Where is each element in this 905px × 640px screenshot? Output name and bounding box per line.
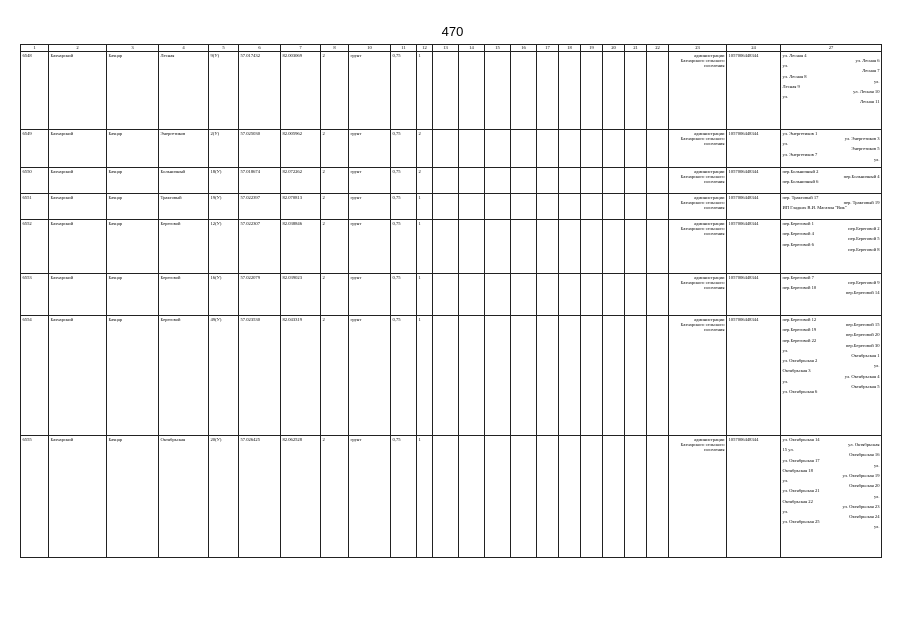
- empty-cell: [537, 52, 559, 130]
- empty-cell: [647, 436, 669, 558]
- ogrn-number: 1057006448344: [727, 436, 781, 558]
- column-number: 4: [159, 45, 209, 52]
- surface-type: грунт: [349, 274, 391, 316]
- longitude: 82.070813: [281, 194, 321, 220]
- empty-cell: [433, 436, 459, 558]
- empty-cell: [625, 52, 647, 130]
- empty-cell: [537, 274, 559, 316]
- address-line: ул.: [782, 378, 789, 384]
- address-line: Лесная 7: [862, 68, 880, 74]
- empty-cell: [647, 316, 669, 436]
- empty-cell: [625, 168, 647, 194]
- empty-cell: [647, 130, 669, 168]
- latitude: 57.017432: [239, 52, 281, 130]
- empty-cell: [559, 220, 581, 274]
- latitude: 57.022307: [239, 220, 281, 274]
- empty-cell: [511, 168, 537, 194]
- column-number: 27: [781, 45, 882, 52]
- container-quantity: 1: [417, 220, 433, 274]
- longitude: 82.072262: [281, 168, 321, 194]
- empty-cell: [511, 316, 537, 436]
- empty-cell: [485, 436, 511, 558]
- empty-cell: [485, 168, 511, 194]
- owner-name: администрации Бахчарского сельского поселения: [669, 274, 727, 316]
- address-line: ул.: [873, 493, 880, 499]
- ogrn-number: 1057006448344: [727, 316, 781, 436]
- empty-cell: [459, 316, 485, 436]
- table-row: [21, 316, 882, 436]
- locality-name: Бачцар: [107, 436, 159, 558]
- table-row: [21, 274, 882, 316]
- container-volume: 0,75: [391, 436, 417, 558]
- address-line: ул.: [782, 508, 789, 514]
- empty-cell: [625, 316, 647, 436]
- record-id: 6552: [21, 220, 49, 274]
- owner-name: администрации Бахчарского сельского поселения: [669, 130, 727, 168]
- empty-cell: [485, 52, 511, 130]
- column-number: 15: [485, 45, 511, 52]
- address-line: ул. Октябрьская 14: [782, 437, 820, 442]
- empty-cell: [581, 194, 603, 220]
- address-line: ул.: [782, 63, 789, 69]
- empty-cell: [537, 168, 559, 194]
- column-number: 8: [321, 45, 349, 52]
- empty-cell: [485, 274, 511, 316]
- address-line: Лесная 11: [860, 99, 880, 105]
- empty-cell: [647, 220, 669, 274]
- address-line: ул. Энергетиков 7: [782, 151, 818, 157]
- site-code: 16(У): [209, 274, 239, 316]
- empty-cell: [433, 52, 459, 130]
- column-number: 10: [349, 45, 391, 52]
- column-number: 7: [281, 45, 321, 52]
- served-addresses: [781, 436, 882, 558]
- empty-cell: [537, 194, 559, 220]
- column-number: 13: [433, 45, 459, 52]
- container-volume: 0,75: [391, 274, 417, 316]
- record-id: 6555: [21, 436, 49, 558]
- latitude: 57.022079: [239, 274, 281, 316]
- empty-cell: [511, 220, 537, 274]
- owner-name: администрации Бахчарского сельского поселения: [669, 220, 727, 274]
- empty-cell: [485, 130, 511, 168]
- container-count: 2: [321, 52, 349, 130]
- owner-name: администрации Бахчарского сельского поселения: [669, 194, 727, 220]
- address-line: пер.Береговой 9: [848, 280, 880, 286]
- address-line: пер.Береговой 10: [782, 285, 817, 291]
- address-line: Октябрьская 1: [851, 352, 880, 358]
- empty-cell: [433, 130, 459, 168]
- record-id: 6548: [21, 52, 49, 130]
- latitude: 57.018674: [239, 168, 281, 194]
- served-addresses: [781, 220, 882, 274]
- empty-cell: [537, 130, 559, 168]
- surface-type: грунт: [349, 194, 391, 220]
- locality-name: Бачцар: [107, 194, 159, 220]
- surface-type: грунт: [349, 316, 391, 436]
- empty-cell: [625, 220, 647, 274]
- record-id: 6551: [21, 194, 49, 220]
- container-quantity: 1: [417, 316, 433, 436]
- site-code: 2(У): [209, 130, 239, 168]
- container-count: 2: [321, 130, 349, 168]
- address-line: ул.: [873, 363, 880, 369]
- address-line: ул. Лесная 10: [853, 88, 880, 94]
- container-quantity: 1: [417, 52, 433, 130]
- site-code: 9(У): [209, 52, 239, 130]
- address-line: Октябрьская 22: [782, 498, 813, 504]
- locality-name: Бачцар: [107, 130, 159, 168]
- empty-cell: [459, 130, 485, 168]
- empty-cell: [511, 52, 537, 130]
- container-count: 2: [321, 316, 349, 436]
- column-number: 22: [647, 45, 669, 52]
- empty-cell: [559, 130, 581, 168]
- empty-cell: [433, 194, 459, 220]
- record-id: 6549: [21, 130, 49, 168]
- served-addresses: [781, 316, 882, 436]
- empty-cell: [433, 168, 459, 194]
- empty-cell: [559, 52, 581, 130]
- empty-cell: [511, 436, 537, 558]
- street-name: Энергетиков: [159, 130, 209, 168]
- district-name: Бахчарский: [49, 220, 107, 274]
- address-line: ул.: [873, 78, 880, 84]
- street-name: Октябрьская: [159, 436, 209, 558]
- address-line: пер.Береговой 12: [782, 317, 817, 322]
- address-line: ул. Лесная 4: [782, 53, 807, 58]
- address-line: Октябрьская 16: [849, 452, 880, 458]
- container-quantity: 2: [417, 130, 433, 168]
- address-line: ул. Лесная 6: [855, 58, 880, 64]
- address-line: пер.Береговой 7: [782, 275, 814, 280]
- container-quantity: 2: [417, 168, 433, 194]
- district-name: Бахчарский: [49, 168, 107, 194]
- address-line: пер.Береговой 6: [782, 241, 814, 247]
- empty-cell: [603, 130, 625, 168]
- column-number: 16: [511, 45, 537, 52]
- longitude: 82.003069: [281, 52, 321, 130]
- surface-type: грунт: [349, 52, 391, 130]
- registry-table: [20, 44, 882, 558]
- address-line: 15 ул.: [782, 447, 794, 453]
- column-number: 23: [669, 45, 727, 52]
- empty-cell: [603, 52, 625, 130]
- address-line: Октябрьская 18: [782, 467, 813, 473]
- column-number: 24: [727, 45, 781, 52]
- locality-name: Бачцар: [107, 52, 159, 130]
- address-line: ул.: [782, 347, 789, 353]
- site-code: 20(У): [209, 436, 239, 558]
- longitude: 82.038846: [281, 220, 321, 274]
- address-line: пер.Береговой 14: [845, 290, 880, 296]
- address-line: Октябрьская 5: [851, 383, 880, 389]
- address-line: пер.Береговой 8: [848, 246, 880, 252]
- column-number: 14: [459, 45, 485, 52]
- address-line: пер.Береговой 22: [782, 337, 817, 343]
- served-addresses: [781, 52, 882, 130]
- empty-cell: [625, 194, 647, 220]
- record-id: 6550: [21, 168, 49, 194]
- address-line: пер.Береговой 19: [782, 327, 817, 333]
- column-number: 19: [581, 45, 603, 52]
- district-name: Бахчарский: [49, 274, 107, 316]
- address-line: ул.: [782, 478, 789, 484]
- district-name: Бахчарский: [49, 436, 107, 558]
- owner-name: администрации Бахчарского сельского поселения: [669, 436, 727, 558]
- longitude: 82.062528: [281, 436, 321, 558]
- address-line: ул. Октябрьская 6: [782, 388, 818, 394]
- empty-cell: [603, 436, 625, 558]
- empty-cell: [647, 52, 669, 130]
- address-line: ул. Октябрьская 19: [842, 472, 880, 478]
- column-number: 6: [239, 45, 281, 52]
- empty-cell: [511, 274, 537, 316]
- table-row: [21, 220, 882, 274]
- empty-cell: [537, 316, 559, 436]
- address-line: пер.Береговой 5: [848, 236, 880, 242]
- empty-cell: [647, 194, 669, 220]
- empty-cell: [459, 168, 485, 194]
- empty-cell: [485, 220, 511, 274]
- empty-cell: [433, 220, 459, 274]
- district-name: Бахчарский: [49, 52, 107, 130]
- locality-name: Бачцар: [107, 168, 159, 194]
- empty-cell: [433, 316, 459, 436]
- container-volume: 0,75: [391, 316, 417, 436]
- site-code: 12(У): [209, 220, 239, 274]
- address-line: ул. Октябрьская 25: [782, 519, 820, 525]
- address-line: ул. Лесная 8: [782, 73, 807, 79]
- table-body: [21, 52, 882, 558]
- empty-cell: [559, 168, 581, 194]
- served-addresses: [781, 168, 882, 194]
- empty-cell: [511, 194, 537, 220]
- street-name: Береговой: [159, 316, 209, 436]
- ogrn-number: 1057006448344: [727, 220, 781, 274]
- empty-cell: [625, 130, 647, 168]
- locality-name: Бачцар: [107, 316, 159, 436]
- address-line: ул. Энергетиков 3: [844, 136, 880, 142]
- page-number: 470: [441, 24, 464, 39]
- empty-cell: [459, 52, 485, 130]
- column-number-row: [21, 45, 882, 52]
- empty-cell: [581, 130, 603, 168]
- street-name: Лесная: [159, 52, 209, 130]
- record-id: 6553: [21, 274, 49, 316]
- address-line: ул. Октябрьская: [848, 442, 880, 448]
- ogrn-number: 1057006448344: [727, 52, 781, 130]
- address-line: пер.Береговой 2: [848, 226, 880, 232]
- empty-cell: [581, 220, 603, 274]
- locality-name: Бачцар: [107, 220, 159, 274]
- empty-cell: [511, 130, 537, 168]
- ogrn-number: 1057006448344: [727, 130, 781, 168]
- empty-cell: [603, 194, 625, 220]
- address-line: ул.: [873, 524, 880, 530]
- served-addresses: [781, 130, 882, 168]
- container-volume: 0,75: [391, 130, 417, 168]
- latitude: 57.022397: [239, 194, 281, 220]
- address-line: пер. Трактовый 17: [782, 195, 819, 200]
- record-id: 6554: [21, 316, 49, 436]
- container-count: 2: [321, 220, 349, 274]
- longitude: 82.005962: [281, 130, 321, 168]
- table-row: [21, 194, 882, 220]
- empty-cell: [603, 316, 625, 436]
- address-line: пер.Береговой 30: [845, 342, 880, 348]
- container-quantity: 1: [417, 274, 433, 316]
- empty-cell: [485, 316, 511, 436]
- address-line: пер.Больничный 2: [782, 169, 819, 174]
- empty-cell: [603, 220, 625, 274]
- container-volume: 0,75: [391, 194, 417, 220]
- address-line: пер.Береговой 1: [782, 221, 814, 226]
- empty-cell: [485, 194, 511, 220]
- table-row: [21, 436, 882, 558]
- served-addresses: [781, 194, 882, 220]
- address-line: пер.Береговой 15: [845, 322, 880, 328]
- address-line: ИП Гладких В.И. Магазин "Вик": [782, 205, 847, 211]
- empty-cell: [537, 220, 559, 274]
- latitude: 57.023530: [239, 316, 281, 436]
- empty-cell: [581, 274, 603, 316]
- district-name: Бахчарский: [49, 130, 107, 168]
- empty-cell: [559, 194, 581, 220]
- empty-cell: [581, 436, 603, 558]
- latitude: 57.026425: [239, 436, 281, 558]
- address-line: ул. Октябрьская 21: [782, 488, 820, 494]
- address-line: пер. Трактовый 19: [843, 200, 880, 206]
- surface-type: грунт: [349, 168, 391, 194]
- address-line: пер.Больничный 4: [843, 174, 880, 180]
- container-volume: 0,75: [391, 168, 417, 194]
- empty-cell: [559, 436, 581, 558]
- street-name: Береговой: [159, 274, 209, 316]
- address-line: пер.Береговой 4: [782, 231, 814, 237]
- address-line: Энергетиков 5: [851, 146, 880, 152]
- ogrn-number: 1057006448344: [727, 194, 781, 220]
- table-row: [21, 130, 882, 168]
- empty-cell: [647, 168, 669, 194]
- ogrn-number: 1057006448344: [727, 168, 781, 194]
- column-number: 11: [391, 45, 417, 52]
- surface-type: грунт: [349, 436, 391, 558]
- empty-cell: [581, 316, 603, 436]
- empty-cell: [559, 316, 581, 436]
- table-row: [21, 52, 882, 130]
- table-row: [21, 168, 882, 194]
- district-name: Бахчарский: [49, 316, 107, 436]
- empty-cell: [559, 274, 581, 316]
- empty-cell: [459, 274, 485, 316]
- container-volume: 0,75: [391, 52, 417, 130]
- latitude: 57.025030: [239, 130, 281, 168]
- address-line: ул. Энергетиков 1: [782, 131, 818, 136]
- site-code: 49(У): [209, 316, 239, 436]
- surface-type: грунт: [349, 130, 391, 168]
- district-name: Бахчарский: [49, 194, 107, 220]
- empty-cell: [603, 168, 625, 194]
- column-number: 1: [21, 45, 49, 52]
- empty-cell: [625, 436, 647, 558]
- column-number: 20: [603, 45, 625, 52]
- site-code: 18(У): [209, 168, 239, 194]
- column-number: 5: [209, 45, 239, 52]
- column-number: 18: [559, 45, 581, 52]
- container-quantity: 1: [417, 194, 433, 220]
- address-line: ул. Октябрьская 17: [782, 457, 820, 463]
- column-number: 21: [625, 45, 647, 52]
- address-line: ул.: [873, 156, 880, 162]
- container-volume: 0,75: [391, 220, 417, 274]
- surface-type: грунт: [349, 220, 391, 274]
- column-number: 3: [107, 45, 159, 52]
- empty-cell: [581, 52, 603, 130]
- street-name: Больничный: [159, 168, 209, 194]
- locality-name: Бачцар: [107, 274, 159, 316]
- container-count: 2: [321, 436, 349, 558]
- empty-cell: [603, 274, 625, 316]
- empty-cell: [433, 274, 459, 316]
- address-line: Октябрьская 20: [849, 483, 880, 489]
- owner-name: администрации Бахчарского сельского поселения: [669, 168, 727, 194]
- container-count: 2: [321, 194, 349, 220]
- address-line: Лесная 9: [782, 83, 800, 89]
- address-line: ул. Октябрьская 23: [842, 503, 880, 509]
- owner-name: администрации Бахчарского сельского поселения: [669, 316, 727, 436]
- empty-cell: [625, 274, 647, 316]
- address-line: Октябрьская 24: [849, 514, 880, 520]
- empty-cell: [459, 436, 485, 558]
- ogrn-number: 1057006448344: [727, 274, 781, 316]
- container-count: 2: [321, 274, 349, 316]
- empty-cell: [459, 220, 485, 274]
- container-count: 2: [321, 168, 349, 194]
- column-number: 12: [417, 45, 433, 52]
- street-name: Береговой: [159, 220, 209, 274]
- address-line: ул. Октябрьская 2: [782, 358, 818, 364]
- address-line: ул.: [873, 462, 880, 468]
- address-line: пер.Береговой 20: [845, 332, 880, 338]
- owner-name: администрации Бахчарского сельского поселения: [669, 52, 727, 130]
- site-code: 19(У): [209, 194, 239, 220]
- served-addresses: [781, 274, 882, 316]
- empty-cell: [581, 168, 603, 194]
- container-quantity: 1: [417, 436, 433, 558]
- street-name: Трактовый: [159, 194, 209, 220]
- column-number: 17: [537, 45, 559, 52]
- address-line: пер.Больничный 6: [782, 179, 819, 185]
- column-number: 2: [49, 45, 107, 52]
- address-line: ул.: [782, 94, 789, 100]
- empty-cell: [459, 194, 485, 220]
- empty-cell: [537, 436, 559, 558]
- longitude: 82.043319: [281, 316, 321, 436]
- address-line: ул. Октябрьская 4: [844, 373, 880, 379]
- address-line: ул.: [782, 141, 789, 147]
- address-line: Октябрьская 3: [782, 368, 811, 374]
- empty-cell: [647, 274, 669, 316]
- longitude: 82.039023: [281, 274, 321, 316]
